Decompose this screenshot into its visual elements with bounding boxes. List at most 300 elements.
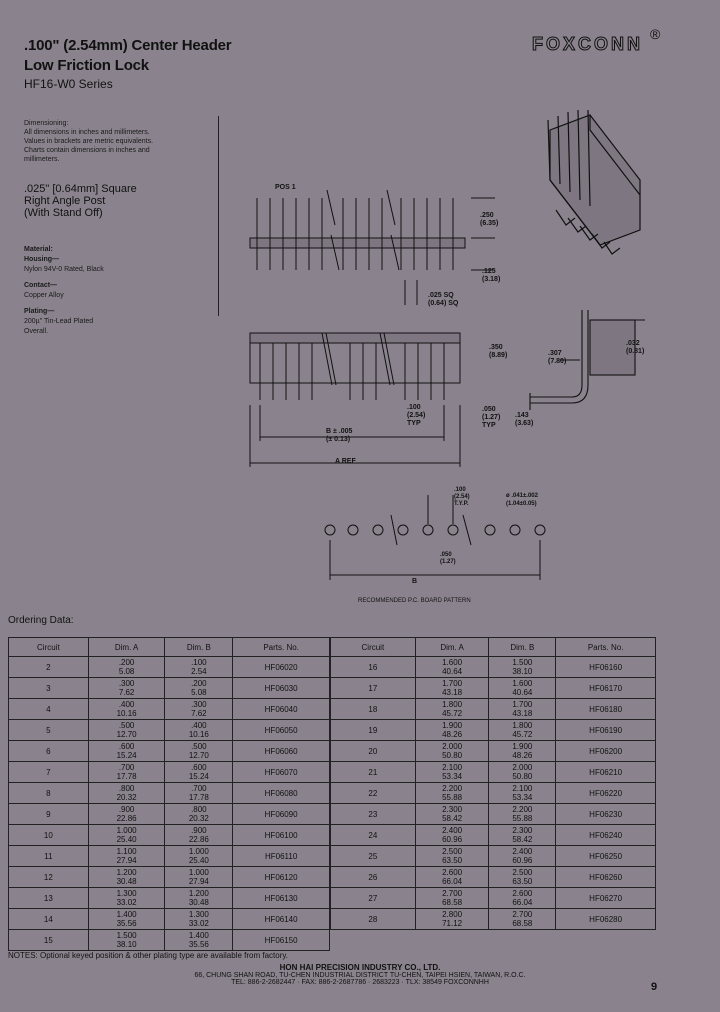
title-line-1: .100" (2.54mm) Center Header [24,37,232,54]
dim-125 [482,268,500,284]
part-number-cell: HF06210 [556,762,656,783]
dim-a-cell-inch: 2.200 [442,784,463,793]
dim-b-cell-mm: 33.02 [188,919,209,928]
dim-025-sq [428,292,458,308]
part-number-cell: HF06020 [233,657,330,678]
dim-100 [407,404,425,428]
contact-value: Copper Alloy [24,292,64,299]
dim-a-cell-inch: .400 [118,700,135,709]
table-row [9,804,330,825]
part-number-cell: HF06170 [556,678,656,699]
dim-b-cell-mm: 43.18 [512,709,533,718]
dim-b-cell-inch: 1.300 [188,910,209,919]
ordering-table-right [330,637,656,930]
dim-a-cell [88,804,165,825]
pcb-hole-dim [506,492,538,508]
dim-a: A REF [335,458,356,465]
dim-b-cell-mm: 30.48 [188,898,209,907]
header-circuit: Circuit [331,638,416,657]
dim-b-cell-inch: 2.200 [512,805,533,814]
circuit-cell: 13 [9,888,89,909]
dim-a-cell [415,678,489,699]
part-number-cell: HF06070 [233,762,330,783]
dim-a-cell-inch: 2.800 [442,910,463,919]
dim-b-cell-mm: 15.24 [188,772,209,781]
dim-a-cell-inch: .500 [118,721,135,730]
dim-350-mm: (8.89) [489,352,508,359]
header-part-no: Parts. No. [556,638,656,657]
dim-a-cell [88,720,165,741]
part-number-cell: HF06160 [556,657,656,678]
dim-a-cell-mm: 45.72 [442,709,463,718]
dim-a-cell-inch: .700 [118,763,135,772]
dim-a-cell-inch: .600 [118,742,135,751]
part-number-cell: HF06090 [233,804,330,825]
dim-b-cell [489,657,556,678]
dim-b-cell-inch: 2.300 [512,826,533,835]
table-row [331,762,656,783]
dim-a-cell [415,804,489,825]
dim-307 [548,350,566,366]
table-row [9,657,330,678]
part-number-cell: HF06060 [233,741,330,762]
dim-a-cell-mm: 35.56 [116,919,137,928]
dim-125-in: .125 [482,268,496,275]
dim-b-cell-mm: 58.42 [512,835,533,844]
side-view-drawing [520,305,650,425]
dim-b-cell-inch: 1.600 [512,679,533,688]
circuit-cell: 20 [331,741,416,762]
dim-a-cell-mm: 30.48 [116,877,137,886]
circuit-cell: 3 [9,678,89,699]
table-row [9,867,330,888]
plating-value-2: Overall. [24,328,49,335]
header-part-no: Parts. No. [233,638,330,657]
circuit-cell: 12 [9,867,89,888]
circuit-cell: 17 [331,678,416,699]
table-row [331,678,656,699]
post-line-2: Right Angle Post [24,195,106,207]
dim-b-cell-inch: 1.800 [512,721,533,730]
dim-a-cell-inch: 1.000 [116,826,137,835]
footer-company: HON HAI PRECISION INDUSTRY CO., LTD. [279,963,441,972]
footer [150,963,570,986]
dim-050-in: .050 [482,406,496,413]
part-number-cell: HF06050 [233,720,330,741]
dim-250-mm: (6.35) [480,220,499,227]
table-row [9,720,330,741]
dim-a-cell [415,741,489,762]
dim-b-cell-mm: 27.94 [188,877,209,886]
table-row [331,909,656,930]
part-number-cell: HF06220 [556,783,656,804]
ordering-title: Ordering Data: [8,615,74,626]
dim-b-cell-mm: 12.70 [188,751,209,760]
dim-a-cell [88,762,165,783]
dim-a-cell [415,909,489,930]
dim-032-mm: (0.81) [626,348,645,355]
circuit-cell: 16 [331,657,416,678]
top-view-drawing [240,325,490,470]
post-line-1: .025" [0.64mm] Square [24,183,137,195]
circuit-cell: 7 [9,762,89,783]
part-number-cell: HF06240 [556,825,656,846]
dim-b-cell [489,825,556,846]
table-row [9,699,330,720]
header-dim-a: Dim. A [415,638,489,657]
circuit-cell: 11 [9,846,89,867]
pcb-dim-100-typ: T.Y.P. [454,501,469,507]
dim-a-cell-mm: 12.70 [116,730,137,739]
table-row [331,741,656,762]
dim-b-cell-inch: .700 [191,784,207,793]
series-name: HF16-W0 Series [24,77,113,91]
circuit-cell: 28 [331,909,416,930]
table-row [331,888,656,909]
circuit-cell: 10 [9,825,89,846]
dim-b-cell-inch: .200 [191,679,207,688]
dim-b-cell-mm: 2.54 [191,667,207,676]
pcb-hole-mm: (1.04±0.05) [506,501,537,507]
dim-b-cell [489,783,556,804]
column-divider [218,116,219,316]
dim-b-cell-inch: .400 [191,721,207,730]
table-row [331,657,656,678]
part-number-cell: HF06260 [556,867,656,888]
dim-350 [489,344,507,360]
dim-a-cell-inch: 2.300 [442,805,463,814]
dim-250 [480,212,498,228]
dim-b-cell [165,909,233,930]
dim-a-cell [88,657,165,678]
dim-b-cell-mm: 68.58 [512,919,533,928]
plating-value-1: 200µ" Tin-Lead Plated [24,318,94,325]
registered-mark: ® [650,26,661,42]
dim-a-cell [88,741,165,762]
dim-a-cell-inch: .300 [118,679,135,688]
dim-b-cell-mm: 60.96 [512,856,533,865]
circuit-cell: 18 [331,699,416,720]
dim-b-cell-inch: 2.500 [512,868,533,877]
dim-a-cell-mm: 33.02 [116,898,137,907]
dim-b-cell-mm: 22.86 [188,835,209,844]
circuit-cell: 22 [331,783,416,804]
dim-a-cell-inch: .900 [118,805,135,814]
dim-b-cell [165,930,233,951]
dim-b-cell-inch: 2.700 [512,910,533,919]
table-row [9,888,330,909]
dim-a-cell [415,783,489,804]
table-row [9,762,330,783]
part-number-cell: HF06230 [556,804,656,825]
pcb-dim-050-mm: (1.27) [440,559,456,565]
dim-a-cell-inch: 2.400 [442,826,463,835]
circuit-cell: 6 [9,741,89,762]
page-number: 9 [651,981,658,993]
dim-b-cell-inch: 1.400 [188,931,209,940]
dim-b-cell-mm: 35.56 [188,940,209,949]
dim-b-cell [489,741,556,762]
dim-b-cell [165,825,233,846]
part-number-cell: HF06120 [233,867,330,888]
material-title: Material: [24,246,53,253]
pcb-dim-050 [440,552,456,566]
dim-b-cell [165,678,233,699]
circuit-cell: 23 [331,804,416,825]
dim-307-mm: (7.80) [548,358,567,365]
footer-contact: TEL: 886-2-2682447 · FAX: 886-2-2687786 · 2683223 · TLX: 38549 FOXCONNHH [231,979,489,986]
pos1-label: POS 1 [275,184,296,191]
dim-b-cell [165,699,233,720]
dim-a-cell [88,846,165,867]
dim-a-cell-mm: 48.26 [442,730,463,739]
front-view-drawing [235,180,505,315]
dim-b-cell-inch: 1.200 [188,889,209,898]
dim-b-cell-inch: 1.900 [512,742,533,751]
dimensioning-note [24,119,154,164]
dim-a-cell-mm: 50.80 [442,751,463,760]
dim-b-cell [165,888,233,909]
dim-a-cell [88,867,165,888]
circuit-cell: 15 [9,930,89,951]
pcb-dim-100-in: .100 [454,487,466,493]
circuit-cell: 8 [9,783,89,804]
part-number-cell: HF06150 [233,930,330,951]
dimensioning-body: All dimensions in inches and millimeters. Values in brackets are metric equivalents. Charts contain dimensions in inches and millimeters. [24,129,154,163]
dim-a-cell-inch: .800 [118,784,135,793]
dim-b-cell-mm: 48.26 [512,751,533,760]
circuit-cell: 26 [331,867,416,888]
table-row [9,846,330,867]
post-description [24,183,137,219]
dim-a-cell-mm: 43.18 [442,688,463,697]
header-dim-b: Dim. B [165,638,233,657]
dim-a-cell-mm: 38.10 [116,940,137,949]
dim-a-cell-inch: 2.100 [442,763,463,772]
dim-a-cell [88,699,165,720]
dim-a-cell-inch: 1.400 [116,910,137,919]
dim-b-cell [165,657,233,678]
dimensioning-title: Dimensioning: [24,120,69,127]
dim-b-cell [165,783,233,804]
circuit-cell: 24 [331,825,416,846]
connector-isometric-drawing [530,110,660,260]
pcb-hole-in: ø .041±.002 [506,493,538,499]
dim-b-cell-mm: 10.16 [188,730,209,739]
dim-b-cell-mm: 50.80 [512,772,533,781]
dim-a-cell [415,846,489,867]
plating-title: Plating— [24,308,55,315]
dim-250-in: .250 [480,212,494,219]
ordering-table-left [8,637,330,951]
dim-a-cell-mm: 10.16 [116,709,137,718]
dim-b-cell [165,741,233,762]
dim-b [326,428,352,444]
circuit-cell: 14 [9,909,89,930]
table-row [331,804,656,825]
dim-a-cell [88,783,165,804]
dim-a-cell-mm: 7.62 [118,688,135,697]
title-line-2: Low Friction Lock [24,57,149,74]
dim-a-cell [415,699,489,720]
dim-b-cell-mm: 7.62 [191,709,207,718]
pcb-dim-b: B [412,578,418,585]
dim-100-in: .100 [407,404,421,411]
dim-100-mm: (2.54) [407,412,426,419]
dim-143-mm: (3.63) [515,420,534,427]
table-row [9,930,330,951]
dim-b-cell [489,867,556,888]
dim-a-cell [415,762,489,783]
dim-a-cell-inch: 1.500 [116,931,137,940]
circuit-cell: 4 [9,699,89,720]
dim-a-cell-mm: 17.78 [116,772,137,781]
part-number-cell: HF06110 [233,846,330,867]
dim-a-cell [415,888,489,909]
dim-a-cell-mm: 68.58 [442,898,463,907]
dim-a-cell-inch: 1.700 [442,679,463,688]
dim-143-in: .143 [515,412,529,419]
dim-a-cell-inch: 1.300 [116,889,137,898]
dim-a-cell [88,678,165,699]
dim-b-cell-inch: .600 [191,763,207,772]
dim-b-cell-inch: 1.700 [512,700,533,709]
dim-b-cell-inch: 1.000 [188,847,209,856]
dim-b-cell [489,804,556,825]
dim-b-cell-inch: .800 [191,805,207,814]
circuit-cell: 27 [331,888,416,909]
table-row [9,783,330,804]
dim-b-cell-mm: 38.10 [512,667,533,676]
dim-a-cell-mm: 53.34 [442,772,463,781]
dim-b-cell [489,762,556,783]
housing-title: Housing— [24,256,59,263]
dim-b-cell-mm: 17.78 [188,793,209,802]
dim-a-cell [415,867,489,888]
dim-b-cell-mm: 20.32 [188,814,209,823]
dim-b-cell [165,846,233,867]
part-number-cell: HF06030 [233,678,330,699]
dim-b-cell [165,804,233,825]
dim-b-cell [165,720,233,741]
dim-a-cell [415,825,489,846]
post-line-3: (With Stand Off) [24,207,103,219]
dim-a-cell-inch: 1.900 [442,721,463,730]
dim-032-in: .032 [626,340,640,347]
circuit-cell: 2 [9,657,89,678]
dim-a-cell-mm: 55.88 [442,793,463,802]
dim-a-cell-mm: 5.08 [118,667,135,676]
dim-b-cell-inch: 1.500 [512,658,533,667]
part-number-cell: HF06140 [233,909,330,930]
dim-a-cell-inch: 1.100 [116,847,137,856]
dim-a-cell-inch: .200 [118,658,135,667]
dim-a-cell-mm: 60.96 [442,835,463,844]
dim-a-cell-mm: 58.42 [442,814,463,823]
dim-050-mm: (1.27) [482,414,501,421]
dim-a-cell-inch: 1.200 [116,868,137,877]
dim-b-cell [165,762,233,783]
dim-b-cell [489,846,556,867]
dim-b-cell-mm: 45.72 [512,730,533,739]
dim-a-cell-mm: 25.40 [116,835,137,844]
pcb-dim-100-mm: (2.54) [454,494,470,500]
table-row [331,699,656,720]
part-number-cell: HF06080 [233,783,330,804]
part-number-cell: HF06190 [556,720,656,741]
header-dim-a: Dim. A [88,638,165,657]
dim-307-in: .307 [548,350,562,357]
table-row [331,825,656,846]
table-row [9,741,330,762]
dim-a-cell-inch: 1.800 [442,700,463,709]
dim-b-cell-inch: 1.000 [188,868,209,877]
dim-a-cell-inch: 2.000 [442,742,463,751]
dim-b-cell-mm: 55.88 [512,814,533,823]
dim-a-cell-inch: 1.600 [442,658,463,667]
dim-b-cell-inch: 2.100 [512,784,533,793]
dim-a-cell [415,657,489,678]
dim-a-cell-mm: 63.50 [442,856,463,865]
circuit-cell: 21 [331,762,416,783]
dim-a-cell [88,825,165,846]
dim-b-cell [165,867,233,888]
dim-b-cell-inch: .100 [191,658,207,667]
dim-a-cell [415,720,489,741]
dim-b-cell [489,678,556,699]
dim-a-cell-mm: 71.12 [442,919,463,928]
table-row [9,909,330,930]
dim-b-cell [489,909,556,930]
dim-a-cell-mm: 15.24 [116,751,137,760]
dim-b-cell [489,720,556,741]
dim-a-cell-inch: 2.500 [442,847,463,856]
housing-value: Nylon 94V-0 Rated, Black [24,266,104,273]
dim-a-cell-mm: 20.32 [116,793,137,802]
circuit-cell: 19 [331,720,416,741]
part-number-cell: HF06040 [233,699,330,720]
dim-b-in: B ± .005 [326,428,353,435]
part-number-cell: HF06100 [233,825,330,846]
material-spec [24,245,154,337]
dim-032 [626,340,644,356]
circuit-cell: 9 [9,804,89,825]
table-row [331,846,656,867]
dim-b-cell-inch: .500 [191,742,207,751]
table-row [331,720,656,741]
part-number-cell: HF06200 [556,741,656,762]
dim-b-cell-inch: 2.000 [512,763,533,772]
dim-b-cell-inch: .300 [191,700,207,709]
table-row [331,867,656,888]
foxconn-logo: FOXCONN [532,34,643,54]
dim-b-cell-inch: .900 [191,826,207,835]
contact-title: Contact— [24,282,58,289]
dim-a-cell [88,888,165,909]
dim-350-in: .350 [489,344,503,351]
table-row [331,783,656,804]
dim-a-cell-mm: 27.94 [116,856,137,865]
pcb-dim-050-in: .050 [440,552,452,558]
dim-b-cell [489,699,556,720]
dim-050 [482,406,500,430]
dim-b-cell-mm: 5.08 [191,688,207,697]
pcb-dim-100 [454,487,470,508]
part-number-cell: HF06270 [556,888,656,909]
dim-b-cell-inch: 2.600 [512,889,533,898]
dim-100-typ: TYP [407,420,421,427]
part-number-cell: HF06130 [233,888,330,909]
